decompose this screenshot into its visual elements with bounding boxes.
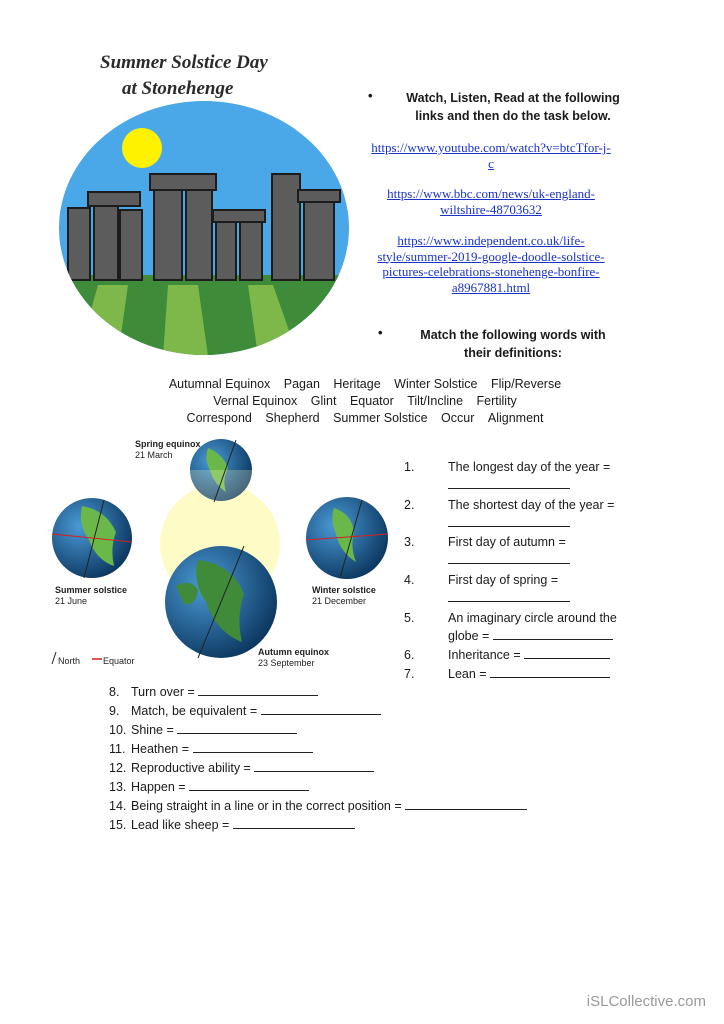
- question-text: Match, be equivalent =: [131, 704, 258, 718]
- word-item: Autumnal Equinox: [168, 377, 271, 391]
- question-4: [448, 571, 570, 607]
- worksheet-title: [100, 50, 268, 102]
- summer-globe: [52, 498, 132, 578]
- word-bank: [130, 376, 600, 427]
- question-3: [448, 533, 570, 569]
- question-text: Turn over =: [131, 685, 195, 699]
- winter-solstice-label: Winter solstice 21 December: [312, 585, 376, 606]
- link-independent-line-1[interactable]: https://www.independent.co.uk/life-: [397, 233, 585, 248]
- link-independent[interactable]: [350, 233, 632, 295]
- question-text: First day of autumn =: [448, 535, 566, 549]
- answer-blank[interactable]: [448, 514, 570, 527]
- question-number: 13.: [109, 780, 127, 794]
- word-item: Occur: [441, 411, 475, 425]
- word-item: Equator: [349, 394, 394, 408]
- word-item: Alignment: [487, 411, 544, 425]
- match-instruction: [400, 326, 626, 362]
- answer-blank[interactable]: [490, 665, 610, 678]
- question-number: 10.: [109, 723, 127, 737]
- question-12: [131, 759, 374, 777]
- link-youtube[interactable]: [350, 140, 632, 171]
- link-youtube-line-2[interactable]: c: [488, 155, 494, 171]
- question-10: [131, 721, 297, 739]
- answer-blank[interactable]: [233, 816, 355, 829]
- question-number: 5.: [404, 611, 415, 625]
- question-number: 4.: [404, 573, 415, 587]
- question-number: 9.: [109, 704, 120, 718]
- answer-blank[interactable]: [448, 551, 570, 564]
- question-text: Lean =: [448, 667, 487, 681]
- answer-blank[interactable]: [198, 683, 318, 696]
- word-item: Summer Solstice: [333, 411, 428, 425]
- title-line-2: at Stonehenge: [122, 78, 234, 99]
- word-item: Heritage: [333, 377, 381, 391]
- question-number: 6.: [404, 648, 415, 662]
- word-item: Pagan: [283, 377, 320, 391]
- word-item: Correspond: [186, 411, 252, 425]
- answer-blank[interactable]: [405, 797, 527, 810]
- question-text: The shortest day of the year =: [448, 498, 615, 512]
- question-11: [131, 740, 313, 758]
- link-youtube-line-1[interactable]: https://www.youtube.com/watch?v=btcTfor-j-: [371, 140, 611, 155]
- question-number: 14.: [109, 799, 127, 813]
- link-independent-line-2[interactable]: style/summer-2019-google-doodle-solstice-: [377, 248, 605, 264]
- legend-equator-label: Equator: [103, 656, 135, 666]
- question-number: 7.: [404, 667, 415, 681]
- summer-solstice-label: Summer solstice 21 June: [55, 585, 128, 606]
- question-number: 8.: [109, 685, 120, 699]
- word-item: Tilt/Incline: [407, 394, 464, 408]
- spring-equinox-label: Spring equinox 21 March: [135, 439, 201, 460]
- legend-north-label: North: [58, 656, 81, 666]
- answer-blank[interactable]: [261, 702, 381, 715]
- question-text: Heathen =: [131, 742, 190, 756]
- answer-blank[interactable]: [193, 740, 313, 753]
- answer-blank[interactable]: [493, 627, 613, 640]
- answer-blank[interactable]: [524, 646, 610, 659]
- word-item: Fertility: [476, 394, 517, 408]
- word-bank-row: [130, 393, 600, 410]
- autumn-equinox-label: Autumn equinox 23 September: [258, 647, 329, 668]
- question-2: [448, 496, 614, 532]
- question-5: [448, 609, 617, 645]
- stonehenge-illustration: [58, 100, 350, 356]
- question-1: [448, 458, 610, 494]
- answer-blank[interactable]: [254, 759, 374, 772]
- question-7: [448, 665, 610, 683]
- sun-icon: [122, 128, 162, 168]
- word-item: Winter Solstice: [394, 377, 478, 391]
- question-number: 2.: [404, 498, 415, 512]
- link-independent-line-4[interactable]: a8967881.html: [451, 279, 531, 295]
- word-item: Glint: [310, 394, 337, 408]
- link-bbc-line-1[interactable]: https://www.bbc.com/news/uk-england-: [387, 186, 595, 201]
- title-line-1: Summer Solstice Day: [100, 52, 268, 73]
- question-9: [131, 702, 381, 720]
- question-text: An imaginary circle around the: [448, 611, 617, 625]
- seasons-diagram: [48, 436, 398, 672]
- link-bbc[interactable]: [350, 186, 632, 217]
- link-bbc-line-2[interactable]: wiltshire-48703632: [440, 201, 542, 217]
- link-independent-line-3[interactable]: pictures-celebrations-stonehenge-bonfire-: [382, 264, 600, 279]
- question-text: globe =: [448, 629, 490, 643]
- word-item: Flip/Reverse: [490, 377, 562, 391]
- answer-blank[interactable]: [177, 721, 297, 734]
- word-item: Vernal Equinox: [213, 394, 298, 408]
- question-number: 11.: [109, 742, 126, 756]
- match-line-1: Match the following words with: [420, 328, 606, 342]
- question-text: The longest day of the year =: [448, 460, 611, 474]
- match-line-2: their definitions:: [464, 346, 562, 360]
- instructions-line-1: Watch, Listen, Read at the following: [406, 91, 620, 105]
- autumn-globe: [165, 546, 277, 658]
- instructions-bullet: •: [368, 88, 373, 103]
- instructions-text: [395, 89, 631, 125]
- winter-globe: [306, 497, 388, 579]
- site-watermark: iSLCollective.com: [586, 993, 706, 1010]
- word-bank-row: [130, 410, 600, 427]
- word-item: Shepherd: [265, 411, 320, 425]
- question-number: 3.: [404, 535, 415, 549]
- word-bank-row: [130, 376, 600, 393]
- north-legend-icon: [52, 652, 56, 664]
- question-text: Being straight in a line or in the correct position =: [131, 799, 402, 813]
- answer-blank[interactable]: [448, 476, 570, 489]
- question-text: Reproductive ability =: [131, 761, 251, 775]
- question-number: 15.: [109, 818, 127, 832]
- question-text: First day of spring =: [448, 573, 559, 587]
- instructions-line-2: links and then do the task below.: [415, 109, 611, 123]
- question-text: Shine =: [131, 723, 174, 737]
- question-text: Lead like sheep =: [131, 818, 230, 832]
- question-6: [448, 646, 610, 664]
- question-13: [131, 778, 309, 796]
- question-text: Happen =: [131, 780, 186, 794]
- question-text: Inheritance =: [448, 648, 521, 662]
- answer-blank[interactable]: [448, 589, 570, 602]
- question-number: 1.: [404, 460, 415, 474]
- question-8: [131, 683, 318, 701]
- question-number: 12.: [109, 761, 127, 775]
- question-14: [131, 797, 527, 815]
- answer-blank[interactable]: [189, 778, 309, 791]
- match-bullet: •: [378, 325, 383, 340]
- question-15: [131, 816, 355, 834]
